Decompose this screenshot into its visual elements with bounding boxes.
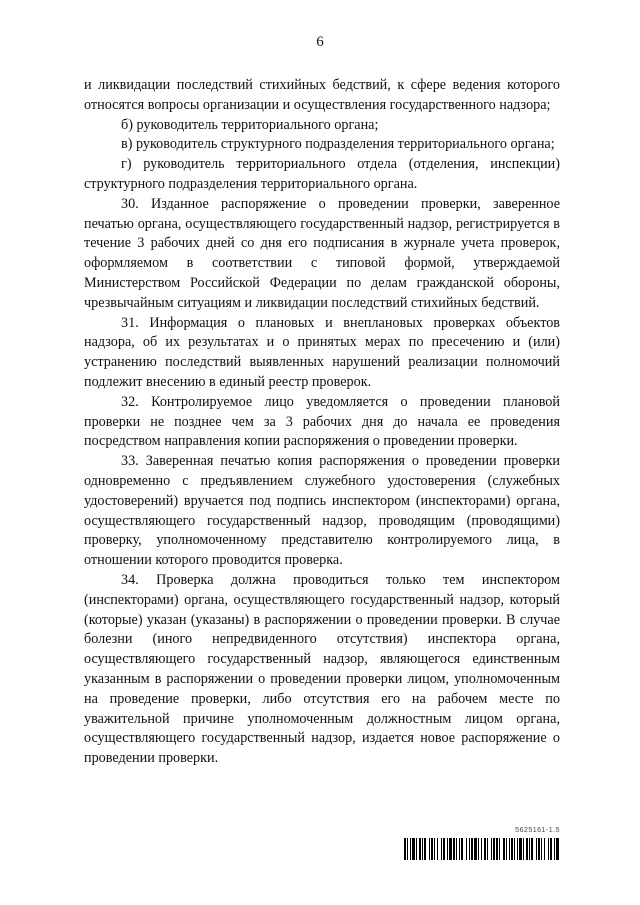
paragraph: б) руководитель территориального органа; <box>121 116 379 133</box>
document-body <box>84 76 560 769</box>
paragraph: 30. Изданное распоряжение о проведении проверки, заверенное печатью органа, осуществляющего государственный надзор, регистрируется в течение 3 рабочих дней со дня его подписания в журнале учета проверок, оформляемом в соответствии с типовой формой, утверждаемой Министерством Российской Федерации по делам гражданской обороны, чрезвычайным ситуациям и ликвидации последствий стихийных бедствий. <box>84 195 560 311</box>
paragraph: г) руководитель территориального отдела (отделения, инспекции) структурного подразделения территориального органа. <box>84 156 560 192</box>
page-number: 6 <box>316 34 324 50</box>
barcode-icon <box>404 838 560 860</box>
paragraph: 34. Проверка должна проводиться только тем инспектором (инспекторами) органа, осуществляющего государственный надзор, который (которые) указан (указаны) в распоряжении о проведении проверки. В случае болезни (иного непредвиденного отсутствия) инспектора органа, осуществляющего государственный надзор, являющегося единственным указанным в распоряжении о проведении проверки лицом, уполномоченным на проведение проверки, либо отсутствия его на рабочем месте по уважительной причине уполномоченным должностным лицом органа, осуществляющего государственный надзор, издается новое распоряжение о проведении проверки. <box>84 571 560 767</box>
barcode-code: 5625161-1.5 <box>515 827 560 834</box>
paragraph: 33. Заверенная печатью копия распоряжения о проведении проверки одновременно с предъявлением служебного удостоверения (служебных удостоверений) вручается под подпись инспектором (инспекторами) органа, осуществляющего государственный надзор, проводящим (проводящими) проверку, уполномоченному представителю контролируемого лица, в отношении которого проводится проверка. <box>84 453 560 569</box>
paragraph: 31. Информация о плановых и внеплановых проверках объектов надзора, об их результатах и о принятых мерах по пресечению и (или) устранению последствий выявленных нарушений реализации полномочий подлежит внесению в единый реестр проверок. <box>84 314 560 390</box>
paragraph: в) руководитель структурного подразделения территориального органа; <box>121 136 555 153</box>
paragraph: 32. Контролируемое лицо уведомляется о проведении плановой проверки не позднее чем за 3 рабочих дня до начала ее проведения посредством направления копии распоряжения о проведении проверки. <box>84 393 560 450</box>
paragraph: и ликвидации последствий стихийных бедствий, к сфере ведения которого относятся вопросы организации и осуществления государственного надзора; <box>84 77 560 113</box>
